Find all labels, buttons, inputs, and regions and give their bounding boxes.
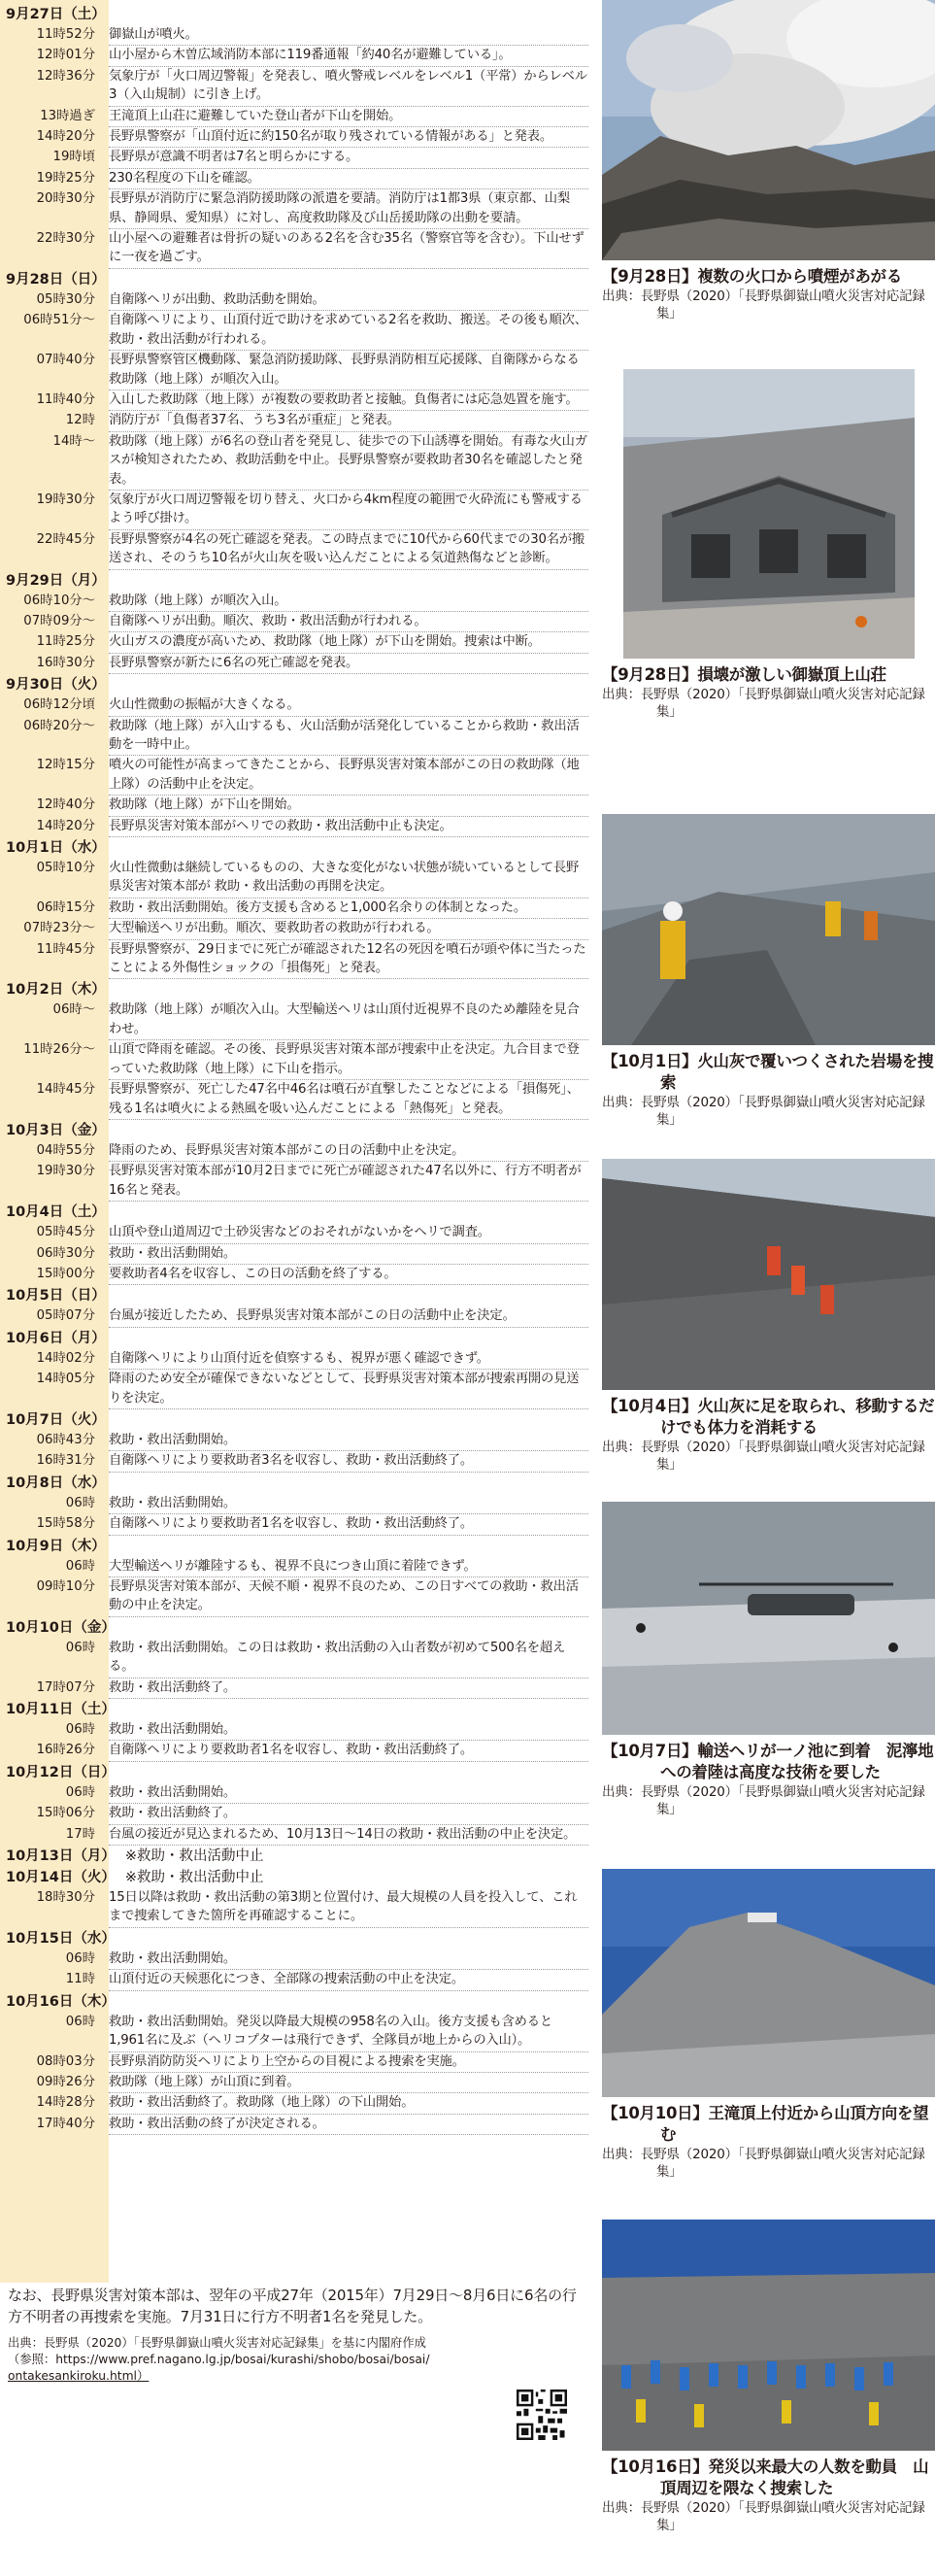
- event-time: 06時: [65, 1640, 95, 1655]
- date-label: 9月30日（火）: [6, 677, 106, 694]
- event-description: 救助隊（地上隊）が6名の登山者を発見し、徒歩での下山誘導を開始。有毒な火山ガスが検知されたため、救助活動を中止。長野県警察が要救助者30名を確認したと発表。: [109, 433, 587, 487]
- timeline-event: [0, 898, 594, 919]
- event-description: 御嶽山が噴火。: [109, 27, 198, 42]
- timeline-event: [0, 1040, 594, 1080]
- timeline-date: [0, 570, 594, 592]
- event-description: 山頂や登山道周辺で土砂災害などのおそれがないかをヘリで調査。: [109, 1225, 490, 1240]
- event-time: 11時45分: [36, 941, 95, 957]
- photo-caption: [602, 1390, 935, 1439]
- event-description: 救助隊（地上隊）が順次入山。大型輸送ヘリは山頂付近視界不良のため離陸を見合わせ。: [109, 1002, 580, 1036]
- event-description: 救助・救出活動終了。: [109, 1679, 236, 1695]
- photo-caption: [602, 1045, 935, 1094]
- timeline-event: [0, 2115, 594, 2135]
- event-description: 大型輸送ヘリが出動。順次、要救助者の救助が行われる。: [109, 921, 440, 936]
- timeline-date: [0, 269, 594, 290]
- row-divider: [109, 268, 588, 269]
- photo-summit-view: [602, 1869, 935, 2097]
- date-label: 10月11日（土）: [6, 1702, 116, 1718]
- timeline-event: [0, 1349, 594, 1370]
- timeline-event: [0, 1265, 594, 1285]
- event-description: 降雨のため安全が確保できないなどとして、長野県災害対策本部が捜索再開の見送りを決定。: [109, 1372, 580, 1406]
- photo-source: 出典：長野県（2020）「長野県御嶽山噴火災害対応記録集」: [602, 687, 925, 720]
- event-description: 救助・救出活動開始。この日は救助・救出活動の入山者数が初めて500名を超える。: [109, 1640, 566, 1675]
- photo-caption: [602, 2097, 935, 2146]
- timeline-event: [0, 1678, 594, 1699]
- event-description: 救助隊（地上隊）が山頂に到着。: [109, 2074, 300, 2089]
- event-description: 自衛隊ヘリにより要救助者3名を収容し、救助・救出活動終了。: [109, 1453, 473, 1469]
- row-divider: [109, 1284, 588, 1285]
- timeline-event: [0, 229, 594, 269]
- event-time: 15時06分: [36, 1806, 95, 1821]
- event-description: 15日以降は救助・救出活動の第3期と位置付け、最大規模の人員を投入して、これまで捜索してきた箇所を再確認することに。: [109, 1890, 578, 1924]
- row-divider: [109, 1698, 588, 1699]
- event-description: 気象庁が火口周辺警報を切り替え、火口から4km程度の範囲で火砕流にも警戒するよう呼び掛け。: [109, 491, 583, 526]
- event-description: 長野県警察が、29日までに死亡が確認された12名の死因を噴石が頭や体に当たったことによる外傷性ショックの「損傷死」と発表。: [109, 941, 586, 976]
- timeline-event: [0, 148, 594, 168]
- event-description: 救助隊（地上隊）が順次入山。: [109, 593, 287, 608]
- timeline-date: [0, 1409, 594, 1431]
- timeline-event: [0, 1783, 594, 1804]
- timeline-date: [0, 1928, 594, 1949]
- timeline-date: [0, 1120, 594, 1141]
- event-time: 12時01分: [36, 48, 95, 63]
- timeline-date: [0, 1991, 594, 2013]
- timeline-event: [0, 46, 594, 66]
- event-description: 噴火の可能性が高まってきたことから、長野県災害対策本部がこの日の救助隊（地上隊）の活動中止を決定。: [109, 758, 580, 792]
- row-divider: [109, 1990, 588, 1991]
- event-description: 自衛隊ヘリが出動。順次、救助・救出活動が行われる。: [109, 613, 427, 628]
- event-time: 22時30分: [36, 231, 95, 247]
- row-divider: [109, 1616, 588, 1617]
- timeline-event: [0, 632, 594, 653]
- timeline-event: [0, 1223, 594, 1243]
- event-time: 04時55分: [36, 1142, 95, 1158]
- timeline-date: [0, 1699, 594, 1720]
- timeline-event: [0, 756, 594, 796]
- event-time: 15時58分: [36, 1516, 95, 1532]
- event-description: 自衛隊ヘリにより要救助者1名を収容し、救助・救出活動終了。: [109, 1743, 473, 1758]
- timeline-event: [0, 1577, 594, 1617]
- event-description: 長野県警察管区機動隊、緊急消防援助隊、長野県消防相互応援隊、自衛隊からなる 救助隊（地上隊）が順次入山。: [109, 353, 580, 387]
- event-description: 要救助者4名を収容し、この日の活動を終了する。: [109, 1266, 397, 1281]
- event-time: 14時05分: [36, 1372, 95, 1387]
- photo-caption: 【9月28日】複数の火口から噴煙があがる: [602, 267, 902, 286]
- timeline-event: [0, 1431, 594, 1451]
- event-time: 16時31分: [36, 1453, 95, 1469]
- date-label: 10月13日（月）: [6, 1848, 116, 1865]
- event-description: 長野県が意識不明者は7名と明らかにする。: [109, 150, 359, 165]
- event-description: 降雨のため、長野県災害対策本部がこの日の活動中止を決定。: [109, 1142, 465, 1158]
- row-divider: [109, 1119, 588, 1120]
- event-time: 06時12分頃: [23, 697, 95, 713]
- footer-source-link[interactable]: ontakesankiroku.html）: [8, 2369, 150, 2383]
- timeline-event: [0, 592, 594, 612]
- event-description: 火山ガスの濃度が高いため、救助隊（地上隊）が下山を開始。捜索は中断。: [109, 634, 541, 650]
- timeline-event: [0, 1949, 594, 1970]
- row-divider: [109, 673, 588, 674]
- timeline-event: [0, 1141, 594, 1162]
- date-inline-note: ※救助・救出活動中止: [124, 1870, 264, 1886]
- event-time: 05時10分: [36, 861, 95, 876]
- event-time: 06時30分: [36, 1245, 95, 1261]
- date-label: 10月10日（金）: [6, 1619, 116, 1636]
- event-time: 14時02分: [36, 1350, 95, 1366]
- photo-ash-slope-climb: [602, 1159, 935, 1390]
- event-time: 07時40分: [36, 353, 95, 368]
- timeline-event: [0, 1306, 594, 1327]
- event-time: 16時30分: [36, 655, 95, 670]
- date-label: 10月5日（日）: [6, 1288, 106, 1305]
- event-description: 救助・救出活動終了。救助隊（地上隊）の下山開始。: [109, 2095, 415, 2111]
- date-label: 10月1日（水）: [6, 840, 106, 857]
- timeline-event: [0, 796, 594, 816]
- event-time: 16時26分: [36, 1743, 95, 1758]
- event-time: 07時23分～: [23, 921, 95, 936]
- timeline-event: [0, 411, 594, 431]
- photo-large-scale-search: [602, 2220, 935, 2451]
- event-description: 自衛隊ヘリにより山頂付近を偵察するも、視界が悪く確認できず。: [109, 1350, 489, 1366]
- row-divider: [109, 1472, 588, 1473]
- event-time: 06時: [65, 1495, 95, 1510]
- event-description: 山頂で降雨を確認。その後、長野県災害対策本部が捜索中止を決定。九合目まで登っていた救助隊（地上隊）に下山を指示。: [109, 1042, 580, 1076]
- timeline-event: [0, 107, 594, 127]
- timeline-event: [0, 1080, 594, 1120]
- event-description: 救助隊（地上隊）が下山を開始。: [109, 797, 300, 813]
- event-description: 山小屋から木曽広域消防本部に119番通報「約40名が避難している」。: [109, 48, 512, 63]
- event-description: 救助・救出活動開始。: [109, 1432, 236, 1447]
- event-description: 気象庁が「火口周辺警報」を発表し、噴火警戒レベルをレベル1（平常）からレベル3（入山規制）に引き上げ。: [109, 68, 587, 103]
- date-label: 9月28日（日）: [6, 271, 106, 288]
- event-time: 19時30分: [36, 1164, 95, 1179]
- event-time: 06時15分: [36, 899, 95, 915]
- event-time: 07時09分～: [23, 613, 95, 628]
- timeline-event: [0, 2093, 594, 2114]
- timeline-event: [0, 311, 594, 351]
- footer-source-line: 出典：長野県（2020）「長野県御嶽山噴火災害対応記録集」を基に内閣府作成: [8, 2336, 426, 2350]
- photo-source: 出典：長野県（2020）「長野県御嶽山噴火災害対応記録集」: [602, 1440, 925, 1473]
- event-time: 05時07分: [36, 1308, 95, 1324]
- timeline-event: [0, 1888, 594, 1928]
- event-time: 14時20分: [36, 818, 95, 833]
- footer-source: [0, 2327, 597, 2385]
- event-time: 11時25分: [36, 634, 95, 650]
- event-time: 09時26分: [36, 2074, 95, 2089]
- event-description: 長野県警察が新たに6名の死亡確認を発表。: [109, 655, 359, 670]
- timeline-event: [0, 1370, 594, 1409]
- timeline-event: [0, 1451, 594, 1472]
- event-time: 06時: [65, 1558, 95, 1574]
- photo-card: [602, 1159, 935, 1474]
- timeline-date: [0, 1328, 594, 1349]
- event-description: 長野県警察が4名の死亡確認を発表。この時点までに10代から60代までの30名が搬送され、そのうち10名が火山灰を吸い込んだことによる気道熱傷などと診断。: [109, 531, 585, 566]
- date-label: 10月4日（土）: [6, 1204, 106, 1221]
- event-time: 06時: [65, 1722, 95, 1738]
- event-time: 14時20分: [36, 129, 95, 145]
- photo-card: [602, 2220, 935, 2534]
- event-time: 11時26分～: [23, 1042, 95, 1058]
- event-time: 06時: [65, 1784, 95, 1800]
- timeline-event: [0, 2013, 594, 2052]
- event-description: 長野県警察が「山頂付近に約150名が取り残されている情報がある」と発表。: [109, 129, 552, 145]
- timeline-event: [0, 1244, 594, 1265]
- event-time: 06時20分～: [23, 718, 95, 733]
- timeline-event: [0, 189, 594, 229]
- timeline-date: [0, 4, 594, 25]
- timeline-event: [0, 2052, 594, 2073]
- event-description: 山小屋への避難者は骨折の疑いのある2名を含む35名（警察官等を含む）。下山せずに一夜を過ごす。: [109, 231, 584, 265]
- date-label: 10月9日（木）: [6, 1538, 106, 1554]
- timeline-event: [0, 817, 594, 837]
- photo-source: 出典：長野県（2020）「長野県御嶽山噴火災害対応記録集」: [602, 1784, 925, 1817]
- timeline-event: [0, 25, 594, 46]
- timeline-event: [0, 1804, 594, 1824]
- event-time: 09時10分: [36, 1579, 95, 1594]
- timeline-date: [0, 1473, 594, 1494]
- footer-source-line: （参照：https://www.pref.nagano.lg.jp/bosai/kurashi/shobo/bosai/bosai/: [8, 2353, 430, 2366]
- event-time: 12時40分: [36, 797, 95, 813]
- event-description: 救助・救出活動開始。: [109, 1245, 236, 1261]
- event-time: 12時15分: [36, 758, 95, 773]
- photo-caption: 【9月28日】損壊が激しい御嶽頂上山荘: [602, 665, 886, 684]
- row-divider: [109, 1327, 588, 1328]
- date-label: 10月12日（日）: [6, 1764, 116, 1780]
- event-time: 12時: [65, 413, 95, 428]
- timeline-date: [0, 674, 594, 695]
- timeline-date: [0, 1762, 594, 1783]
- timeline-rows: [0, 4, 594, 2135]
- event-description: 自衛隊ヘリにより要救助者1名を収容し、救助・救出活動終了。: [109, 1516, 473, 1532]
- photo-card: [602, 1869, 935, 2181]
- timeline-event: [0, 1741, 594, 1761]
- event-description: 長野県災害対策本部が10月2日までに死亡が確認された47名以外に、行方不明者が16名と発表。: [109, 1164, 582, 1198]
- photo-caption-text: 【10月1日】火山灰で覆いつくされた岩場を捜索: [602, 1052, 934, 1092]
- photo-caption: [602, 1735, 935, 1783]
- event-description: 消防庁が「負傷者37名、うち3名が重症」と発表。: [109, 413, 400, 428]
- timeline-event: [0, 695, 594, 716]
- event-time: 05時45分: [36, 1225, 95, 1240]
- row-divider: [109, 1408, 588, 1409]
- photo-transport-helicopter: [602, 1502, 935, 1735]
- row-divider: [109, 1535, 588, 1536]
- timeline-event: [0, 290, 594, 311]
- row-divider: [109, 1761, 588, 1762]
- event-time: 13時過ぎ: [40, 108, 95, 123]
- event-description: 救助・救出活動開始。後方支援も含めると1,000名余りの体制となった。: [109, 899, 526, 915]
- timeline-event: [0, 612, 594, 632]
- timeline-event: [0, 1000, 594, 1040]
- photo-source: 出典：長野県（2020）「長野県御嶽山噴火災害対応記録集」: [602, 1095, 925, 1128]
- photo-caption-text: 【10月7日】輸送ヘリが一ノ池に到着 泥濘地への着陸は高度な技術を要した: [602, 1742, 934, 1781]
- event-description: 救助・救出活動の終了が決定される。: [109, 2116, 325, 2131]
- photo-source: 出典：長野県（2020）「長野県御嶽山噴火災害対応記録集」: [602, 2500, 925, 2533]
- event-time: 17時: [65, 1826, 95, 1842]
- timeline-event: [0, 919, 594, 939]
- event-description: 長野県警察が、死亡した47名中46名は噴石が直撃したことなどによる「損傷死」、残る1名は噴火による熱風を吸い込んだことによる「熱傷死」と発表。: [109, 1082, 580, 1116]
- timeline-event: [0, 2073, 594, 2093]
- event-description: 救助・救出活動開始。: [109, 1722, 236, 1738]
- timeline-event: [0, 1720, 594, 1741]
- timeline-date: [0, 1617, 594, 1639]
- row-divider: [109, 1927, 588, 1928]
- timeline-date: [0, 837, 594, 859]
- photo-card: [602, 369, 935, 721]
- event-time: 06時: [65, 1950, 95, 1966]
- event-description: 救助・救出活動開始。発災以降最大規模の958名の入山。後方支援も含めると1,961名に及ぶ（ヘリコプターは飛行できず、全隊員が地上からの入山）。: [109, 2014, 552, 2049]
- date-label: 10月6日（月）: [6, 1330, 106, 1346]
- date-label: 9月27日（土）: [6, 7, 106, 22]
- timeline-event: [0, 530, 594, 570]
- event-time: 14時45分: [36, 1082, 95, 1098]
- event-description: 入山した救助隊（地上隊）が複数の要救助者と接触。負傷者には応急処置を施す。: [109, 391, 579, 407]
- date-label: 10月16日（木）: [6, 1993, 116, 2010]
- row-divider: [109, 1845, 588, 1846]
- timeline-date: [0, 1867, 594, 1888]
- row-divider: [109, 978, 588, 979]
- event-description: 長野県消防防災ヘリにより上空からの目視による捜索を実施。: [109, 2053, 465, 2069]
- event-time: 06時10分～: [23, 593, 95, 608]
- timeline-event: [0, 127, 594, 148]
- date-label: 10月14日（火）: [6, 1870, 116, 1886]
- timeline-event: [0, 67, 594, 107]
- timeline-event: [0, 169, 594, 189]
- event-time: 22時45分: [36, 531, 95, 547]
- timeline-event: [0, 654, 594, 674]
- photo-eruption-plumes: [602, 0, 935, 260]
- date-inline-note: ※救助・救出活動中止: [124, 1848, 264, 1865]
- event-time: 06時～: [52, 1002, 95, 1018]
- event-description: 山頂付近の天候悪化につき、全部隊の捜索活動の中止を決定。: [109, 1972, 464, 1987]
- event-time: 17時40分: [36, 2116, 95, 2131]
- event-time: 05時30分: [36, 291, 95, 307]
- event-description: 長野県が消防庁に緊急消防援助隊の派遣を要請。消防庁は1都3県（東京都、山梨県、静岡県、愛知県）に対し、高度救助隊及び山岳援助隊の出動を要請。: [109, 191, 570, 225]
- event-description: 火山性微動の振幅が大きくなる。: [109, 697, 300, 713]
- timeline-date: [0, 1202, 594, 1223]
- timeline-event: [0, 1557, 594, 1577]
- photo-caption-text: 【10月16日】発災以来最大の人数を動員 山頂周辺を隈なく捜索した: [602, 2457, 929, 2497]
- event-description: 救助隊（地上隊）が入山するも、火山活動が活発化していることから救助・救出活動を一時中止。: [109, 718, 580, 752]
- qr-code-icon[interactable]: [517, 2390, 567, 2440]
- photo-ash-rocks-search: [602, 814, 935, 1045]
- date-label: 10月7日（火）: [6, 1411, 106, 1428]
- photo-caption-text: 【10月4日】火山灰に足を取られ、移動するだけでも体力を消耗する: [602, 1397, 935, 1437]
- timeline-event: [0, 940, 594, 980]
- timeline-event: [0, 351, 594, 390]
- event-description: 火山性微動は継続しているものの、大きな変化がない状態が続いているとして長野県災害対策本部が 救助・救出活動の再開を決定。: [109, 861, 580, 895]
- photo-caption-text: 【10月10日】王滝頂上付近から山頂方向を望む: [602, 2104, 929, 2144]
- event-description: 台風が接近したため、長野県災害対策本部がこの日の活動中止を決定。: [109, 1308, 516, 1324]
- event-time: 08時03分: [36, 2053, 95, 2069]
- photo-damaged-hut: [623, 369, 915, 659]
- timeline-event: [0, 1825, 594, 1846]
- timeline-date: [0, 979, 594, 1000]
- timeline-date: [0, 1285, 594, 1306]
- date-label: 10月3日（金）: [6, 1122, 106, 1138]
- event-time: 06時51分～: [23, 313, 95, 328]
- event-description: 王滝頂上山荘に避難していた登山者が下山を開始。: [109, 108, 402, 123]
- event-time: 20時30分: [36, 191, 95, 207]
- event-description: 長野県災害対策本部がヘリでの救助・救出活動中止も決定。: [109, 818, 452, 833]
- photo-source: 出典：長野県（2020）「長野県御嶽山噴火災害対応記録集」: [602, 2147, 925, 2180]
- event-time: 12時36分: [36, 68, 95, 84]
- date-label: 10月15日（水）: [6, 1930, 116, 1947]
- timeline-event: [0, 491, 594, 530]
- photo-column: [602, 0, 935, 2533]
- event-time: 06時: [65, 2014, 95, 2029]
- photo-source: 出典：長野県（2020）「長野県御嶽山噴火災害対応記録集」: [602, 288, 925, 322]
- event-time: 17時07分: [36, 1679, 95, 1695]
- event-time: 06時43分: [36, 1432, 95, 1447]
- timeline-event: [0, 717, 594, 757]
- timeline-date: [0, 1536, 594, 1557]
- timeline-event: [0, 1639, 594, 1678]
- event-description: 台風の接近が見込まれるため、10月13日～14日の救助・救出活動の中止を決定。: [109, 1826, 577, 1842]
- event-time: 18時30分: [36, 1890, 95, 1906]
- event-time: 11時: [65, 1972, 95, 1987]
- event-description: 救助・救出活動開始。: [109, 1784, 236, 1800]
- footer-note: なお、長野県災害対策本部は、翌年の平成27年（2015年）7月29日～8月6日に6名の行方不明者の再捜索を実施。7月31日に行方不明者1名を発見した。: [8, 2287, 577, 2325]
- timeline-event: [0, 432, 594, 491]
- footer: [0, 2285, 597, 2385]
- event-description: 230名程度の下山を確認。: [109, 170, 260, 186]
- event-description: 自衛隊ヘリにより、山頂付近で助けを求めている2名を救助、搬送。その後も順次、救助・救出活動が行われる。: [109, 313, 587, 347]
- timeline-event: [0, 859, 594, 898]
- timeline-event: [0, 1494, 594, 1514]
- date-label: 10月8日（水）: [6, 1474, 106, 1491]
- event-time: 15時00分: [36, 1266, 95, 1281]
- event-time: 19時頃: [52, 150, 95, 165]
- date-label: 10月2日（木）: [6, 982, 106, 999]
- date-label: 9月29日（月）: [6, 572, 106, 589]
- photo-card: [602, 814, 935, 1129]
- event-description: 大型輸送ヘリが離陸するも、視界不良につき山頂に着陸できず。: [109, 1558, 477, 1574]
- row-divider: [109, 569, 588, 570]
- event-time: 14時～: [52, 433, 95, 449]
- timeline-event: [0, 1514, 594, 1535]
- event-description: 救助・救出活動開始。: [109, 1950, 236, 1966]
- row-divider: [109, 1201, 588, 1202]
- event-description: 長野県災害対策本部が、天候不順・視界不良のため、この日すべての救助・救出活動の中止を決定。: [109, 1579, 579, 1613]
- timeline-event: [0, 1162, 594, 1202]
- photo-card: [602, 0, 935, 322]
- photo-card: [602, 1502, 935, 1818]
- event-time: 11時40分: [36, 391, 95, 407]
- event-time: 19時25分: [36, 170, 95, 186]
- photo-caption: [602, 2451, 935, 2499]
- event-time: 19時30分: [36, 491, 95, 507]
- timeline-date: [0, 1846, 594, 1867]
- timeline-event: [0, 390, 594, 411]
- event-description: 救助・救出活動終了。: [109, 1806, 236, 1821]
- row-divider: [109, 2134, 588, 2135]
- event-description: 救助・救出活動開始。: [109, 1495, 236, 1510]
- timeline-event: [0, 1970, 594, 1990]
- event-time: 11時52分: [36, 27, 95, 42]
- event-time: 14時28分: [36, 2095, 95, 2111]
- event-description: 自衛隊ヘリが出動、救助活動を開始。: [109, 291, 325, 307]
- row-divider: [109, 836, 588, 837]
